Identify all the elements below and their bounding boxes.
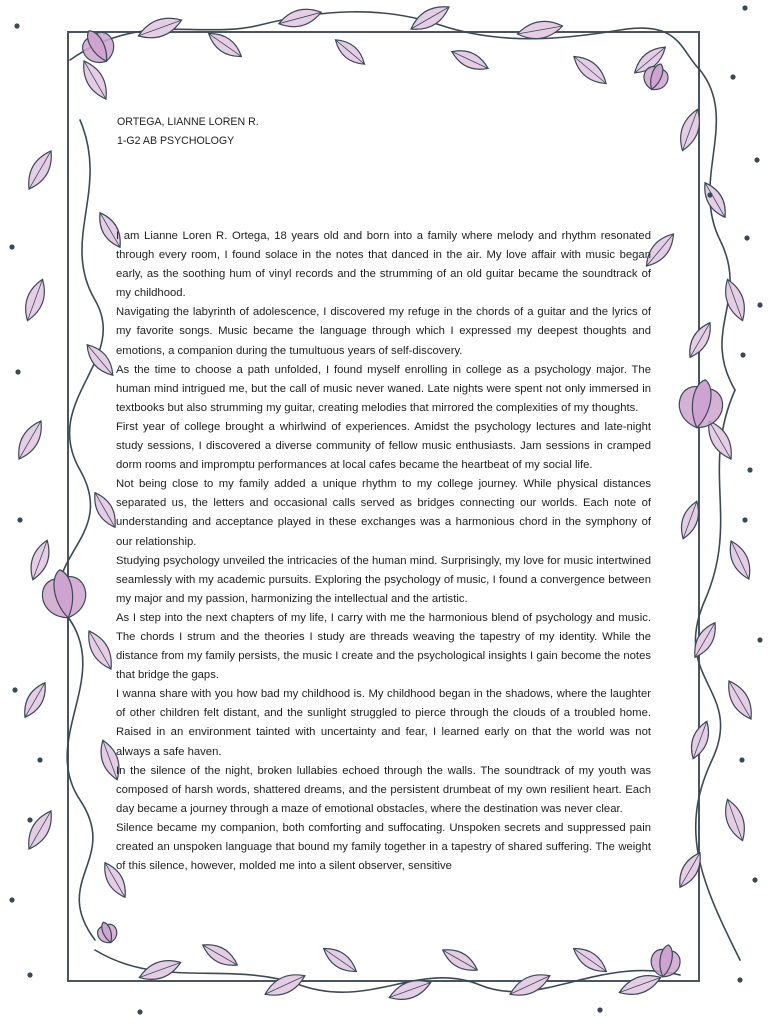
decor-dot (742, 517, 747, 522)
leaf (439, 944, 481, 976)
leaf (77, 57, 113, 103)
decor-dot (15, 369, 20, 374)
leaf (277, 5, 324, 32)
paragraph-3: As the time to choose a path unfolded, I found myself enrolling in college as a psychology major. The human mind intrigued me, but the call of music never waned. Late nights were spent not only immersed in textbooks but also strumming my guitar, creating melodies that mirrored the complexities of my thoughts. (116, 363, 651, 414)
leaf (676, 499, 703, 542)
leaf (617, 970, 664, 1000)
leaf (136, 12, 185, 43)
decor-dot (740, 352, 745, 357)
leaf (686, 719, 713, 762)
decor-dot (752, 877, 757, 882)
leaf (22, 147, 58, 193)
leaf (724, 538, 755, 582)
paragraph-5: Not being close to my family added a unique rhythm to my college journey. While physical distances separated us, the letters and occasional calls served as bridges connecting our worlds. Each note of understanding and acceptance played in these exchanges was a harmonious chord in the symphony of our relationship. (116, 478, 651, 548)
decor-dot (742, 5, 747, 10)
decor-dot (137, 1009, 142, 1014)
decor-dot (27, 972, 32, 977)
decor-dot (747, 467, 752, 472)
flower-bud (94, 919, 119, 946)
paragraph-1: I am Lianne Loren R. Ortega, 18 years old and born into a family where melody and rhythm resonated through every room, I found solace in the notes that danced in the air. My love affair with music began early, as the soothing hum of vinyl records and the strumming of an old guitar became the soundtrack of my childhood. (116, 230, 651, 300)
leaf (204, 28, 245, 63)
vine-stem (695, 390, 740, 960)
decor-dot (757, 302, 762, 307)
decor-dot (14, 23, 19, 28)
paragraph-7: As I step into the next chapters of my life, I carry with me the harmonious blend of psychology and music. The chords I strum and the theories I study are threads weaving the tapestry of my identity. While the distance from my family persists, the music I create and the psychological insights I gain become the notes that bridge the gaps. (116, 611, 651, 682)
leaf (319, 943, 360, 978)
leaf (82, 627, 118, 673)
leaf (137, 955, 184, 985)
leaf (449, 45, 491, 75)
decor-dot (757, 637, 762, 642)
decor-dot (9, 244, 14, 249)
leaf (684, 319, 716, 361)
leaf (569, 51, 611, 90)
paragraph-9: In the silence of the night, broken lullabies echoed through the walls. The soundtrack of my youth was composed of harsh words, shattered dreams, and the persistent drumbeat of my own resilient heart. Each day became a journey through a maze of emotional obstacles, where the destination was never clear. (116, 764, 651, 815)
leaf (199, 939, 241, 971)
leaf (699, 179, 731, 221)
leaf (722, 677, 758, 723)
decor-dot (730, 74, 735, 79)
decor-dot (739, 757, 744, 762)
decor-dot (597, 1007, 602, 1012)
paragraph-8: I wanna share with you how bad my childhood is. My childhood began in the shadows, where the laughter of other children felt distant, and the sunlight struggled to pierce through the clouds of a troubled home. Raised in an environment tainted with uncertainty and fear, I learned early on that the world was not always a safe haven. (116, 688, 651, 758)
leaf (569, 943, 610, 978)
decor-dot (9, 897, 14, 902)
decor-dot (27, 817, 32, 822)
decor-dot (754, 157, 759, 162)
leaf (675, 107, 705, 154)
paragraph-2: Navigating the labyrinth of adolescence, I discovered my refuge in the chords of a guitar and the lyrics of my favorite songs. Music became the language through which I expressed my deepest thoughts and emotions, a companion during the tumultuous years of self-discovery. (116, 306, 651, 357)
paragraph-6: Studying psychology unveiled the intricacies of the human mind. Surprisingly, my love for music intertwined seamlessly with my academic pursuits. Exploring the psychology of music, I found a convergence between my major and my passion, harmonizing the intellectual and the artistic. (116, 554, 651, 605)
leaf (20, 277, 50, 324)
decor-dot (744, 235, 749, 240)
flower-bud (676, 376, 727, 431)
author-name: ORTEGA, LIANNE LOREN R. (117, 116, 259, 128)
essay-body (116, 227, 651, 876)
decor-dot (17, 517, 22, 522)
leaf (507, 969, 554, 1002)
decor-dot (737, 977, 742, 982)
course-section: 1-G2 AB PSYCHOLOGY (117, 135, 235, 147)
leaf (331, 35, 369, 70)
leaf (720, 797, 750, 844)
vine-stem (59, 120, 103, 620)
paragraph-10: Silence became my companion, both comforting and suffocating. Unspoken secrets and suppressed pain created an unspoken language that bound my family together in a tapestry of shared suffering. The weight of this silence, however, molded me into a silent observer, sensitive (116, 821, 651, 873)
leaf (720, 277, 750, 324)
leaf (26, 538, 55, 583)
leaf (22, 807, 58, 853)
vine-stem (67, 620, 95, 940)
document-header (117, 113, 259, 151)
leaf (19, 679, 51, 721)
leaf (689, 619, 721, 661)
leaf (12, 417, 48, 463)
paragraph-4: First year of college brought a whirlwind of experiences. Amidst the psychology lectures and late-night study sessions, I discovered a diverse community of fellow music enthusiasts. Jam sessions in cramped dorm rooms and impromptu performances at local cafes became the heartbeat of my social life. (116, 420, 651, 472)
decor-dot (12, 687, 17, 692)
decor-dot (37, 757, 42, 762)
flower-bud (38, 566, 89, 621)
decor-dot (707, 192, 712, 197)
flower-bud (75, 23, 120, 69)
